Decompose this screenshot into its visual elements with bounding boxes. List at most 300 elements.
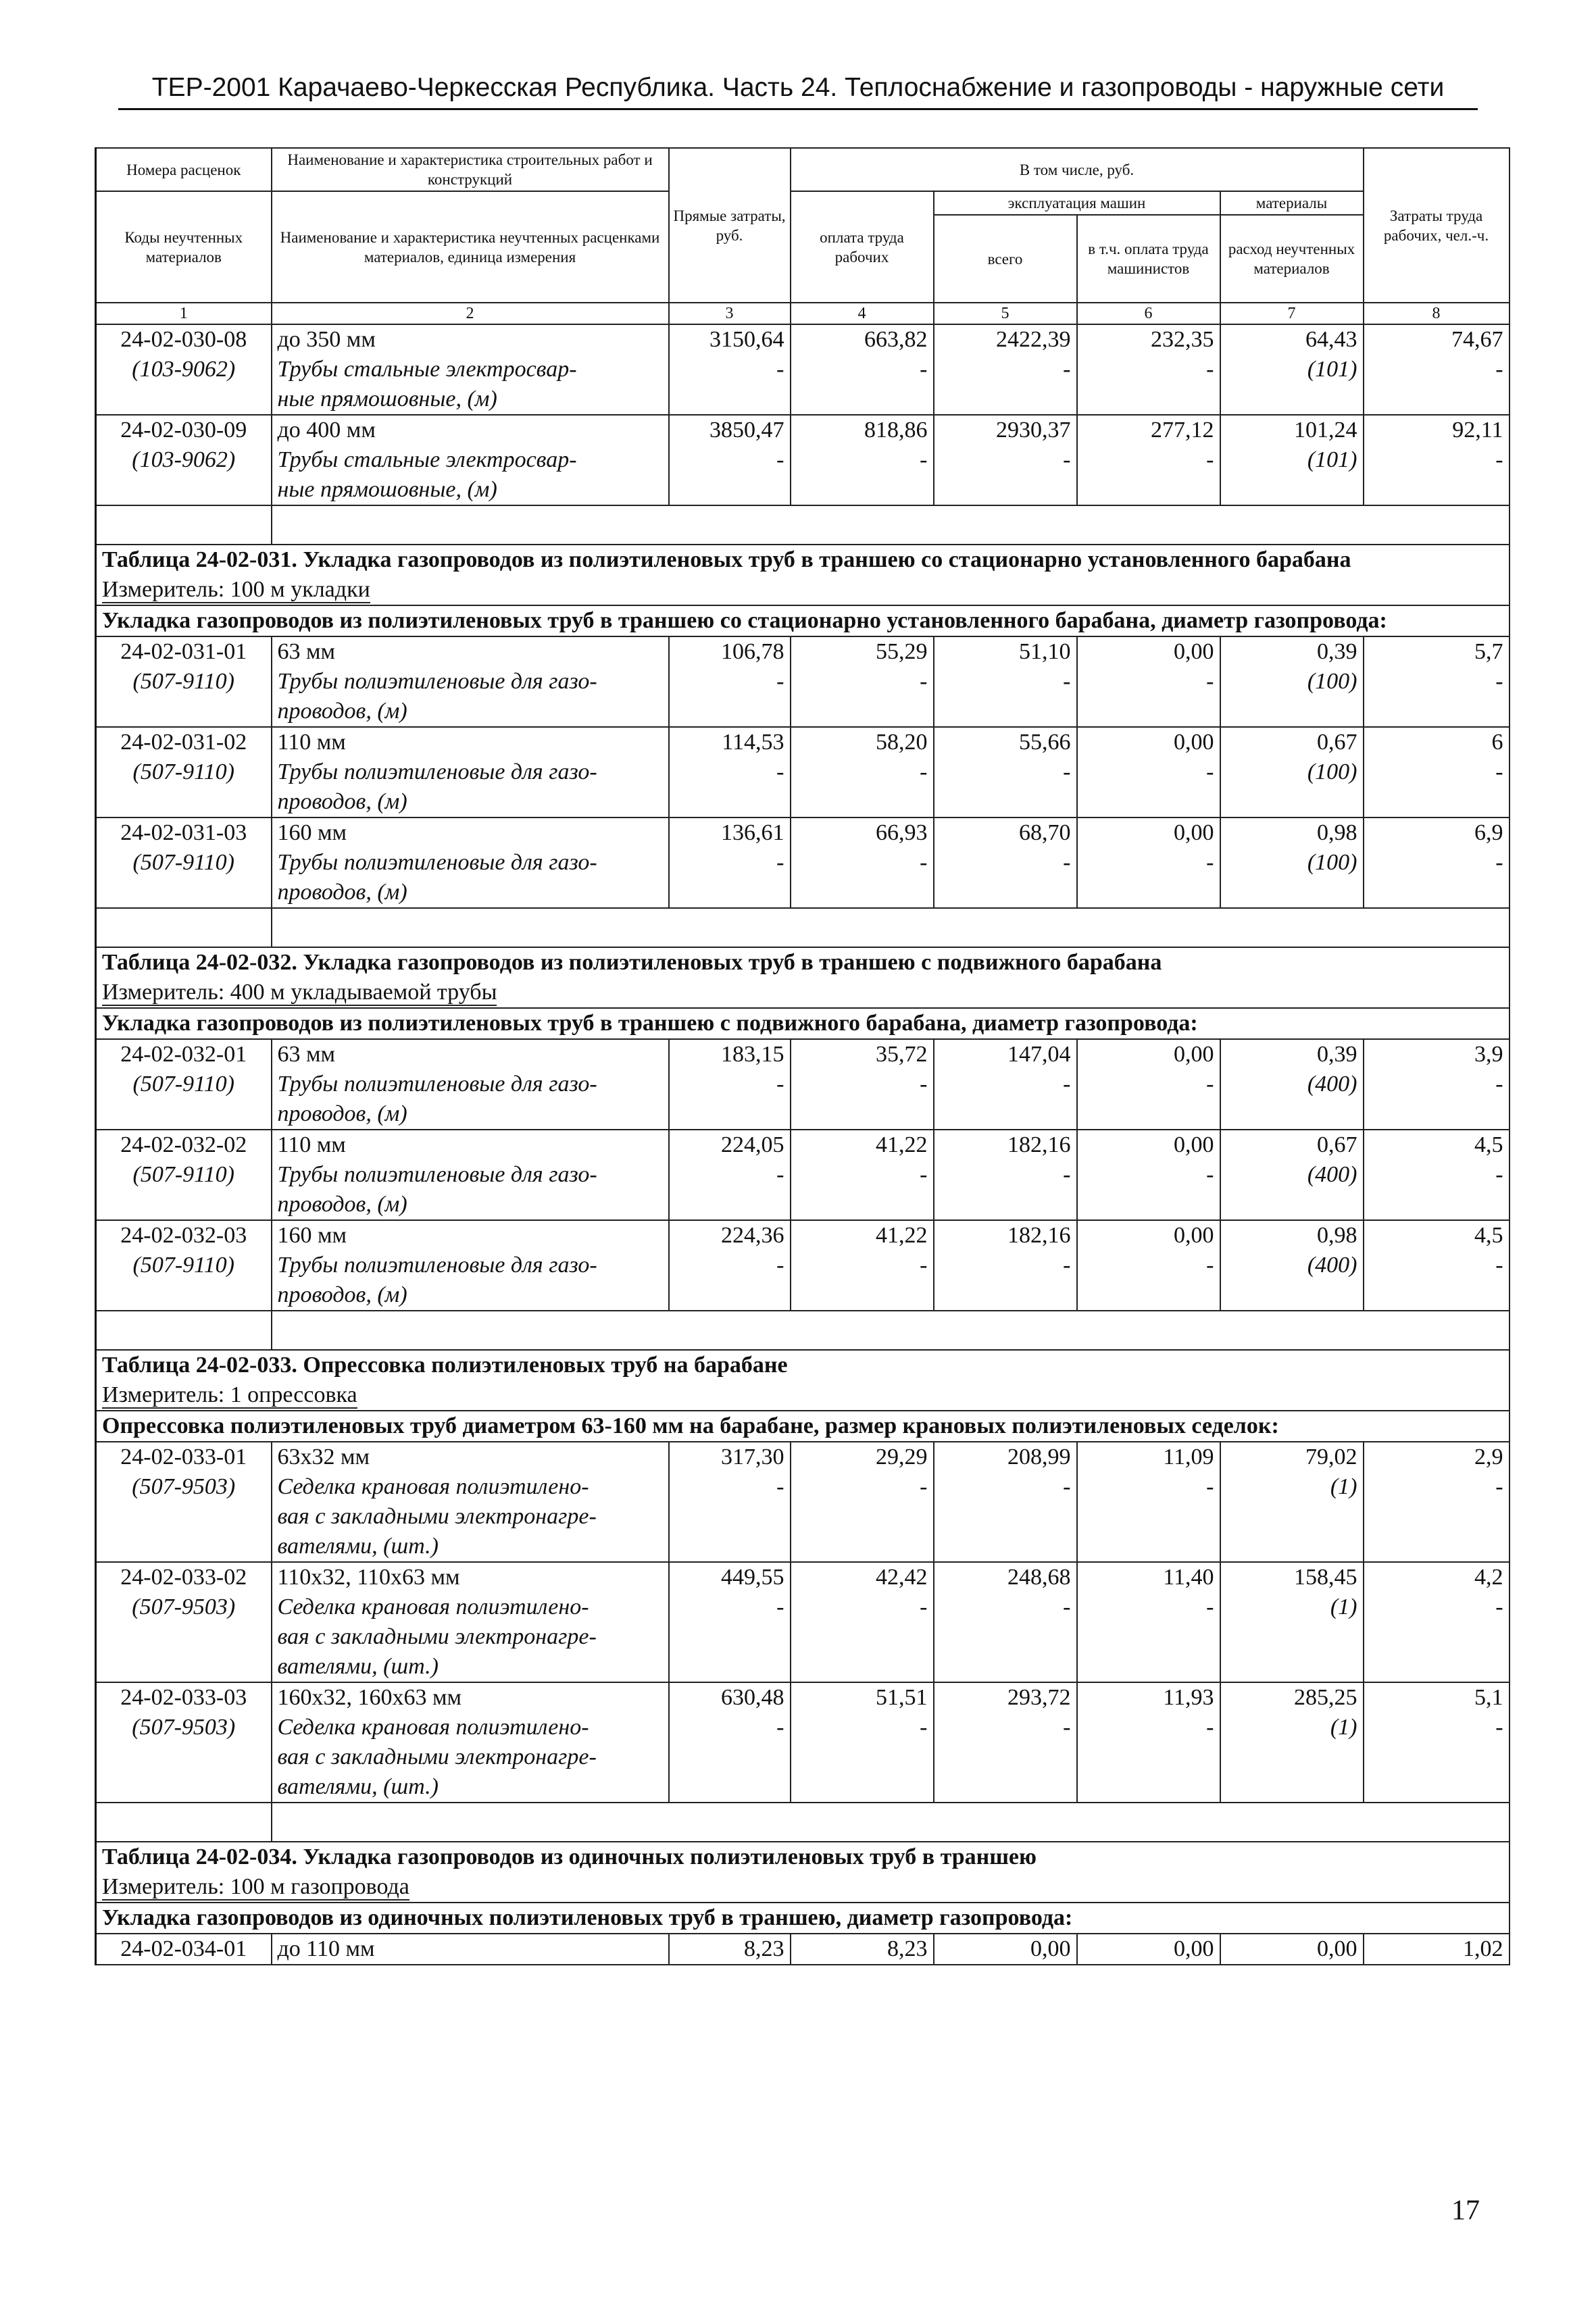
rate-value: 79,02: [1220, 1442, 1364, 1472]
material-name: [272, 1713, 669, 1803]
material-name-line: Трубы полиэтиленовые для газо-: [277, 1072, 597, 1097]
rate-value: 208,99: [934, 1442, 1077, 1472]
material-value: -: [791, 1070, 934, 1130]
material-value: -: [1077, 757, 1220, 818]
material-value: -: [1077, 1251, 1220, 1311]
spacer-row: [96, 1803, 1510, 1842]
rate-value: 818,86: [791, 415, 934, 445]
rate-name: до 400 мм: [272, 415, 669, 445]
material-value: -: [791, 757, 934, 818]
rate-value: 0,00: [1077, 818, 1220, 848]
rate-value: 277,12: [1077, 415, 1220, 445]
material-value: (100): [1220, 757, 1364, 818]
rate-value: 3,9: [1364, 1039, 1510, 1070]
column-number: 6: [1077, 303, 1220, 324]
rate-value: 8,23: [669, 1934, 791, 1965]
material-name-line: Трубы полиэтиленовые для газо-: [277, 850, 597, 875]
spacer-row: [96, 908, 1510, 947]
measure-unit: [96, 978, 1510, 1008]
material-row: [96, 1713, 1510, 1803]
material-name-line: Седелка крановая полиэтилено-: [277, 1474, 589, 1499]
rate-row: [96, 1442, 1510, 1472]
material-name-line: Трубы полиэтиленовые для газо-: [277, 669, 597, 694]
rate-value: 11,40: [1077, 1562, 1220, 1592]
rate-row: [96, 1039, 1510, 1070]
col-header-machines-total: всего: [934, 215, 1077, 303]
material-value: -: [1364, 1160, 1510, 1220]
rate-value: 0,67: [1220, 1130, 1364, 1160]
material-name-line: проводов, (м): [277, 1282, 407, 1307]
rate-value: 4,5: [1364, 1130, 1510, 1160]
table-section-title: [96, 1842, 1510, 1872]
spacer-row: [96, 505, 1510, 545]
rate-value: 0,00: [1077, 1130, 1220, 1160]
rate-value: 182,16: [934, 1220, 1077, 1251]
col-header-machinist-wages: в т.ч. оплата труда машинистов: [1077, 215, 1220, 303]
rate-code: 24-02-033-03: [96, 1682, 272, 1713]
material-value: -: [669, 1592, 791, 1682]
rate-value: 5,7: [1364, 636, 1510, 667]
col-header-including: В том числе, руб.: [791, 148, 1364, 191]
section-title: [96, 947, 1510, 978]
measure-row: [96, 978, 1510, 1008]
material-name: [272, 1251, 669, 1311]
material-name: [272, 1472, 669, 1562]
material-name-line: Трубы полиэтиленовые для газо-: [277, 1162, 597, 1187]
material-row: [96, 757, 1510, 818]
work-description: Опрессовка полиэтиленовых труб диаметром 63-160 мм на барабане, размер крановых полиэтиленовых седелок:: [96, 1411, 1510, 1442]
material-value: -: [1077, 848, 1220, 908]
rate-value: 11,09: [1077, 1442, 1220, 1472]
material-value: -: [1077, 1070, 1220, 1130]
column-number: 8: [1364, 303, 1510, 324]
rate-value: 1,02: [1364, 1934, 1510, 1965]
col-header-direct-costs: Прямые затраты, руб.: [669, 148, 791, 303]
rate-row: [96, 1220, 1510, 1251]
rate-name: 110 мм: [272, 727, 669, 757]
table-section-title: [96, 947, 1510, 978]
material-code: (507-9503): [96, 1472, 272, 1562]
material-name-line: проводов, (м): [277, 789, 407, 814]
material-value: -: [1364, 1713, 1510, 1803]
material-value: -: [1077, 1472, 1220, 1562]
work-description: Укладка газопроводов из полиэтиленовых труб в траншею со стационарно установленного барабана, диаметр газопровода:: [96, 605, 1510, 636]
rate-value: 58,20: [791, 727, 934, 757]
material-code: (507-9503): [96, 1713, 272, 1803]
description-row: [96, 605, 1510, 636]
material-code: (507-9110): [96, 848, 272, 908]
col-header-material-consumption: расход неучтенных материалов: [1220, 215, 1364, 303]
rate-code: 24-02-032-01: [96, 1039, 272, 1070]
rate-value: 5,1: [1364, 1682, 1510, 1713]
rate-value: 66,93: [791, 818, 934, 848]
material-name-line: вая с закладными электронагре-: [277, 1624, 597, 1649]
material-value: (100): [1220, 667, 1364, 727]
material-value: -: [1364, 1472, 1510, 1562]
material-name: [272, 445, 669, 505]
material-name-line: Трубы стальные электросвар-: [277, 357, 577, 382]
rate-value: 11,93: [1077, 1682, 1220, 1713]
col-header-material-name: Наименование и характеристика неучтенных расценками материалов, единица измерения: [272, 191, 669, 303]
rate-value: 248,68: [934, 1562, 1077, 1592]
material-value: -: [791, 1592, 934, 1682]
material-name-line: вая с закладными электронагре-: [277, 1744, 597, 1769]
material-value: -: [669, 757, 791, 818]
material-value: -: [669, 1070, 791, 1130]
rate-value: 136,61: [669, 818, 791, 848]
rate-row: [96, 1562, 1510, 1592]
material-row: [96, 667, 1510, 727]
col-header-rate-numbers: Номера расценок: [96, 148, 272, 191]
rate-code: 24-02-031-01: [96, 636, 272, 667]
col-header-labor: Затраты труда рабочих, чел.-ч.: [1364, 148, 1510, 303]
material-value: -: [669, 1713, 791, 1803]
material-value: (400): [1220, 1251, 1364, 1311]
rate-value: 293,72: [934, 1682, 1077, 1713]
material-name-line: проводов, (м): [277, 1101, 407, 1126]
material-name: [272, 848, 669, 908]
rate-value: 6,9: [1364, 818, 1510, 848]
material-value: -: [1077, 355, 1220, 415]
material-value: -: [934, 1592, 1077, 1682]
rates-sheet: [95, 147, 1508, 1965]
table-section-title: [96, 1350, 1510, 1380]
column-number: 2: [272, 303, 669, 324]
table-section-title: [96, 545, 1510, 575]
spacer: [272, 1311, 1510, 1350]
rate-code: 24-02-030-08: [96, 324, 272, 355]
col-header-machines: эксплуатация машин: [934, 191, 1220, 215]
material-row: [96, 1251, 1510, 1311]
rate-value: 114,53: [669, 727, 791, 757]
description-row: [96, 1903, 1510, 1934]
table-label: Таблица 24-02-033.: [102, 1353, 297, 1378]
rate-value: 35,72: [791, 1039, 934, 1070]
rate-value: 55,66: [934, 727, 1077, 757]
table-title: Укладка газопроводов из полиэтиленовых труб в траншею с подвижного барабана: [303, 950, 1162, 975]
rate-value: 183,15: [669, 1039, 791, 1070]
running-header: ТЕР-2001 Карачаево-Черкесская Республика. Часть 24. Теплоснабжение и газопроводы - наружные сети: [118, 70, 1478, 110]
col-header-work-name: Наименование и характеристика строительных работ и конструкций: [272, 148, 669, 191]
column-number: 3: [669, 303, 791, 324]
material-value: -: [791, 1713, 934, 1803]
rate-code: 24-02-032-03: [96, 1220, 272, 1251]
rate-value: 0,39: [1220, 636, 1364, 667]
material-value: -: [1364, 1070, 1510, 1130]
material-value: -: [791, 1251, 934, 1311]
measure-text: Измеритель: 400 м укладываемой трубы: [102, 980, 497, 1005]
column-number-row: [96, 303, 1510, 324]
material-value: -: [1364, 1251, 1510, 1311]
rate-name: 160х32, 160х63 мм: [272, 1682, 669, 1713]
measure-text: Измеритель: 100 м укладки: [102, 577, 370, 602]
material-value: -: [1364, 445, 1510, 505]
work-description: Укладка газопроводов из одиночных полиэтиленовых труб в траншею, диаметр газопровода:: [96, 1903, 1510, 1934]
material-name: [272, 1070, 669, 1130]
material-value: -: [669, 1160, 791, 1220]
spacer: [96, 505, 272, 545]
rate-name: 160 мм: [272, 1220, 669, 1251]
material-name-line: вая с закладными электронагре-: [277, 1504, 597, 1529]
material-value: -: [1364, 1592, 1510, 1682]
material-value: -: [934, 1713, 1077, 1803]
rate-value: 55,29: [791, 636, 934, 667]
spacer: [272, 505, 1510, 545]
material-value: -: [934, 445, 1077, 505]
material-value: -: [934, 757, 1077, 818]
material-value: (101): [1220, 445, 1364, 505]
table-title: Опрессовка полиэтиленовых труб на барабане: [303, 1353, 788, 1378]
material-name: [272, 1592, 669, 1682]
material-name-line: ные прямошовные, (м): [277, 477, 497, 502]
material-code: (507-9110): [96, 667, 272, 727]
rate-value: 0,67: [1220, 727, 1364, 757]
rate-value: 0,39: [1220, 1039, 1364, 1070]
rate-code: 24-02-031-02: [96, 727, 272, 757]
rate-value: 0,98: [1220, 1220, 1364, 1251]
material-code: (103-9062): [96, 355, 272, 415]
spacer: [272, 1803, 1510, 1842]
material-row: [96, 1592, 1510, 1682]
rate-row: [96, 818, 1510, 848]
material-row: [96, 445, 1510, 505]
spacer: [272, 908, 1510, 947]
rate-name: до 350 мм: [272, 324, 669, 355]
material-row: [96, 1472, 1510, 1562]
material-value: -: [934, 1251, 1077, 1311]
rate-name: 63 мм: [272, 1039, 669, 1070]
rates-table: [95, 147, 1510, 1965]
material-value: -: [669, 667, 791, 727]
rate-code: 24-02-032-02: [96, 1130, 272, 1160]
spacer-row: [96, 1311, 1510, 1350]
rate-value: 8,23: [791, 1934, 934, 1965]
material-value: -: [791, 355, 934, 415]
rate-name: 160 мм: [272, 818, 669, 848]
rate-value: 147,04: [934, 1039, 1077, 1070]
rate-value: 0,00: [1077, 727, 1220, 757]
rate-value: 0,00: [1077, 1934, 1220, 1965]
material-name-line: вателями, (шт.): [277, 1534, 439, 1559]
material-value: -: [934, 1070, 1077, 1130]
rate-value: 449,55: [669, 1562, 791, 1592]
rate-code: 24-02-034-01: [96, 1934, 272, 1965]
material-name-line: проводов, (м): [277, 880, 407, 905]
rate-code: 24-02-033-01: [96, 1442, 272, 1472]
measure-unit: [96, 575, 1510, 605]
column-number: 5: [934, 303, 1077, 324]
material-value: (400): [1220, 1070, 1364, 1130]
material-value: -: [669, 1251, 791, 1311]
rate-value: 6: [1364, 727, 1510, 757]
material-value: -: [1077, 1160, 1220, 1220]
material-value: (1): [1220, 1713, 1364, 1803]
measure-unit: [96, 1872, 1510, 1903]
material-code: (507-9503): [96, 1592, 272, 1682]
material-code: (507-9110): [96, 757, 272, 818]
material-name: [272, 355, 669, 415]
spacer: [96, 908, 272, 947]
material-row: [96, 1070, 1510, 1130]
rate-value: 4,5: [1364, 1220, 1510, 1251]
material-value: -: [934, 667, 1077, 727]
material-name-line: проводов, (м): [277, 699, 407, 724]
table-label: Таблица 24-02-031.: [102, 547, 297, 572]
page-number: 17: [1451, 2195, 1480, 2226]
rate-name: 63х32 мм: [272, 1442, 669, 1472]
material-value: -: [669, 355, 791, 415]
rate-code: 24-02-031-03: [96, 818, 272, 848]
col-header-materials: материалы: [1220, 191, 1364, 215]
material-value: -: [791, 1472, 934, 1562]
material-value: -: [1364, 757, 1510, 818]
measure-row: [96, 1872, 1510, 1903]
material-name-line: проводов, (м): [277, 1192, 407, 1217]
work-description: Укладка газопроводов из полиэтиленовых труб в траншею с подвижного барабана, диаметр газопровода:: [96, 1008, 1510, 1039]
column-number: 1: [96, 303, 272, 324]
rate-value: 74,67: [1364, 324, 1510, 355]
rate-value: 0,98: [1220, 818, 1364, 848]
rate-value: 41,22: [791, 1130, 934, 1160]
rate-row: [96, 636, 1510, 667]
column-number: 7: [1220, 303, 1364, 324]
material-value: -: [791, 445, 934, 505]
rate-value: 663,82: [791, 324, 934, 355]
rate-value: 0,00: [1220, 1934, 1364, 1965]
material-value: -: [1364, 355, 1510, 415]
material-code: (507-9110): [96, 1070, 272, 1130]
material-name: [272, 667, 669, 727]
rate-value: 29,29: [791, 1442, 934, 1472]
rate-value: 101,24: [1220, 415, 1364, 445]
rate-value: 41,22: [791, 1220, 934, 1251]
rate-name: 110х32, 110х63 мм: [272, 1562, 669, 1592]
rate-name: 110 мм: [272, 1130, 669, 1160]
material-value: -: [934, 1472, 1077, 1562]
rate-value: 158,45: [1220, 1562, 1364, 1592]
material-code: (507-9110): [96, 1160, 272, 1220]
material-name-line: Трубы стальные электросвар-: [277, 447, 577, 472]
measure-text: Измеритель: 100 м газопровода: [102, 1874, 409, 1899]
rate-value: 64,43: [1220, 324, 1364, 355]
measure-text: Измеритель: 1 опрессовка: [102, 1382, 357, 1407]
rate-value: 224,05: [669, 1130, 791, 1160]
spacer: [96, 1311, 272, 1350]
material-value: -: [1364, 667, 1510, 727]
rate-name: до 110 мм: [272, 1934, 669, 1965]
material-value: -: [934, 355, 1077, 415]
col-header-material-codes: Коды неучтенных материалов: [96, 191, 272, 303]
rate-row: [96, 1934, 1510, 1965]
material-value: -: [1077, 445, 1220, 505]
table-title: Укладка газопроводов из одиночных полиэтиленовых труб в траншею: [303, 1844, 1037, 1869]
rate-value: 2422,39: [934, 324, 1077, 355]
rate-value: 2,9: [1364, 1442, 1510, 1472]
measure-row: [96, 575, 1510, 605]
table-label: Таблица 24-02-032.: [102, 950, 297, 975]
rate-value: 3850,47: [669, 415, 791, 445]
rate-value: 51,10: [934, 636, 1077, 667]
material-value: -: [1364, 848, 1510, 908]
material-value: (100): [1220, 848, 1364, 908]
material-name-line: Седелка крановая полиэтилено-: [277, 1594, 589, 1619]
rate-code: 24-02-033-02: [96, 1562, 272, 1592]
table-title: Укладка газопроводов из полиэтиленовых труб в траншею со стационарно установленного барабана: [303, 547, 1351, 572]
section-title: [96, 1842, 1510, 1872]
material-name-line: Седелка крановая полиэтилено-: [277, 1715, 589, 1740]
material-value: (101): [1220, 355, 1364, 415]
rate-value: 2930,37: [934, 415, 1077, 445]
rate-value: 224,36: [669, 1220, 791, 1251]
rate-value: 0,00: [1077, 1039, 1220, 1070]
rate-value: 51,51: [791, 1682, 934, 1713]
rate-code: 24-02-030-09: [96, 415, 272, 445]
rate-row: [96, 415, 1510, 445]
rate-value: 630,48: [669, 1682, 791, 1713]
rate-value: 0,00: [934, 1934, 1077, 1965]
material-code: (103-9062): [96, 445, 272, 505]
rate-value: 4,2: [1364, 1562, 1510, 1592]
material-value: -: [791, 848, 934, 908]
rate-row: [96, 324, 1510, 355]
material-name-line: Трубы полиэтиленовые для газо-: [277, 1253, 597, 1278]
material-name: [272, 1160, 669, 1220]
description-row: [96, 1411, 1510, 1442]
rate-value: 106,78: [669, 636, 791, 667]
measure-row: [96, 1380, 1510, 1411]
measure-unit: [96, 1380, 1510, 1411]
material-row: [96, 355, 1510, 415]
rate-value: 3150,64: [669, 324, 791, 355]
material-value: -: [1077, 1713, 1220, 1803]
column-number: 4: [791, 303, 934, 324]
material-value: -: [934, 848, 1077, 908]
rate-value: 232,35: [1077, 324, 1220, 355]
rate-value: 317,30: [669, 1442, 791, 1472]
material-value: (400): [1220, 1160, 1364, 1220]
material-value: (1): [1220, 1592, 1364, 1682]
section-title: [96, 545, 1510, 575]
rate-value: 0,00: [1077, 1220, 1220, 1251]
rate-value: 42,42: [791, 1562, 934, 1592]
rate-value: 285,25: [1220, 1682, 1364, 1713]
rate-value: 0,00: [1077, 636, 1220, 667]
rate-row: [96, 727, 1510, 757]
material-value: -: [669, 445, 791, 505]
material-name-line: Трубы полиэтиленовые для газо-: [277, 759, 597, 784]
material-value: -: [791, 667, 934, 727]
rate-name: 63 мм: [272, 636, 669, 667]
material-row: [96, 848, 1510, 908]
material-code: (507-9110): [96, 1251, 272, 1311]
material-name-line: вателями, (шт.): [277, 1774, 439, 1799]
table-label: Таблица 24-02-034.: [102, 1844, 297, 1869]
rate-value: 68,70: [934, 818, 1077, 848]
rate-value: 182,16: [934, 1130, 1077, 1160]
material-value: -: [1077, 667, 1220, 727]
rate-value: 92,11: [1364, 415, 1510, 445]
material-value: (1): [1220, 1472, 1364, 1562]
rate-row: [96, 1682, 1510, 1713]
col-header-wages: оплата труда рабочих: [791, 191, 934, 303]
material-name: [272, 757, 669, 818]
material-value: -: [791, 1160, 934, 1220]
description-row: [96, 1008, 1510, 1039]
material-name-line: вателями, (шт.): [277, 1654, 439, 1679]
material-row: [96, 1160, 1510, 1220]
material-value: -: [934, 1160, 1077, 1220]
material-name-line: ные прямошовные, (м): [277, 386, 497, 411]
